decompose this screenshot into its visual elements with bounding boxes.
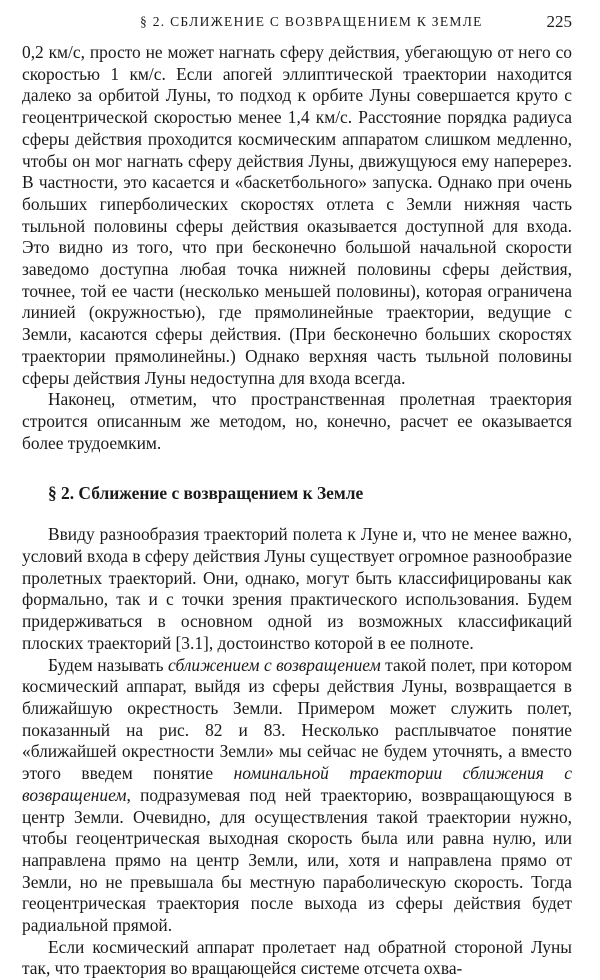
page-number: 225 <box>546 12 572 31</box>
running-header-title: § 2. СБЛИЖЕНИЕ С ВОЗВРАЩЕНИЕМ К ЗЕМЛЕ <box>140 14 483 29</box>
running-header <box>22 0 572 42</box>
definition-term-2: номинальной траектории сближения с возвращением <box>22 763 572 805</box>
definition-text-2: такой полет, при котором космический аппарат, выйдя из сферы действия Луны, возвращается в ближайшую окрестность Земли. Примером может служить полет, показанный на рис. 82 и 83. Несколько расплывчатое понятие «ближайшей окрестности Земли» мы сейчас не будем уточнять, а вместо этого введем понятие <box>22 654 572 784</box>
definition-text-3: , подразумевая под ней траекторию, возвращающуюся в центр Земли. Очевидно, для осуществления такой траектории нужно, чтобы геоцентрическая выходная скорость была или равна нулю, или направлена прямо на центр Земли, или, хотя и направлена прямо от Земли, но не превышала бы местную параболическую скорость. Тогда геоцентрическая траектория после выхода из сферы действия будет радиальной прямой. <box>22 784 572 936</box>
section-heading: § 2. Сближение с возвращением к Земле <box>48 483 364 504</box>
paragraph-finally: Наконец, отметим, что пространственная пролетная траектория строится описанным же методом, но, конечно, расчет ее оказывается более трудоемким. <box>22 389 572 453</box>
paragraph-variety: Ввиду разнообразия траекторий полета к Луне и, что не менее важно, условий входа в сферу действия Луны существует огромное разнообразие пролетных траекторий. Они, однако, могут быть классифицированы как формально, так и с точки зрения практического использования. Будем придерживаться в основном одной из возможных классификаций плоских траекторий [3.1], достоинство которой в ее полноте. <box>22 524 572 653</box>
definition-text-1: Будем называть <box>48 654 169 675</box>
continuation-paragraph: 0,2 км/с, просто не может нагнать сферу действия, убегающую от него со скоростью 1 км/с. Если апогей эллиптической траектории находится далеко за орбитой Луны, то подход к орбите Луны совершается круто с геоцентрической скоростью менее 1,4 км/с. Расстояние порядка радиуса сферы действия проходится космическим аппаратом слишком медленно, чтобы он мог нагнать сферу действия Луны, движущуюся ему наперерез. В частности, это касается и «баскетбольного» запуска. Однако при очень больших гиперболических скоростях отлета с Земли нижняя часть тыльной половины сферы действия оказывается доступной для входа. Это видно из того, что при бесконечно большой начальной скорости заведомо доступна любая точка нижней половины сферы действия, точнее, той ее части (несколько меньшей половины), которая ограничена линией (окружностью), где прямолинейные траектории, ведущие с Земли, касаются сферы действия. (При бесконечно больших скоростях траектории прямолинейны.) Однако верхняя часть тыльной половины сферы действия Луны недоступна для входа всегда. <box>22 42 572 388</box>
definition-term-1: сближением с возвращением <box>168 654 381 675</box>
paragraph-last: Если космический аппарат пролетает над обратной стороной Луны так, что траектория во вращающейся системе отсчета охва- <box>22 936 572 979</box>
page-body <box>22 42 572 980</box>
paragraph-definition <box>22 655 572 937</box>
